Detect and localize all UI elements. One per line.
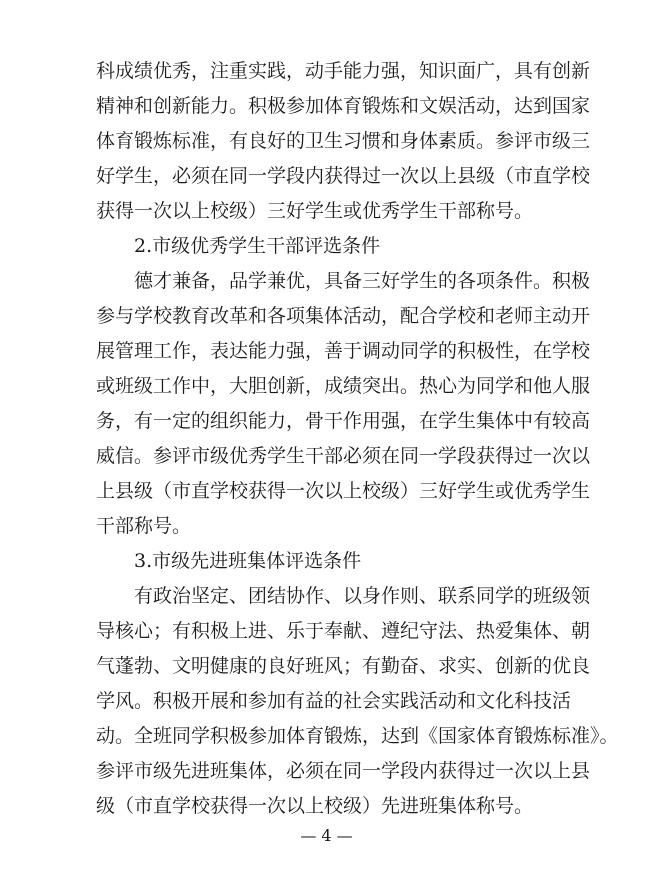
paragraph-line: 上县级（市直学校获得一次以上校级）三好学生或优秀学生: [96, 480, 591, 502]
paragraph-line: 或班级工作中，大胆创新，成绩突出。热心为同学和他人服: [96, 375, 591, 397]
paragraph-line: 有政治坚定、团结协作、以身作则、联系同学的班级领: [134, 585, 591, 607]
paragraph-line: 精神和创新能力。积极参加体育锻炼和文娱活动，达到国家: [96, 95, 591, 117]
page-number: — 4 —: [300, 826, 353, 845]
paragraph-line: 级（市直学校获得一次以上校级）先进班集体称号。: [96, 795, 534, 817]
section-heading: 3.市级先进班集体评选条件: [134, 550, 362, 572]
paragraph-line: 展管理工作，表达能力强，善于调动同学的积极性，在学校: [96, 340, 591, 362]
paragraph-line: 导核心；有积极上进、乐于奉献、遵纪守法、热爱集体、朝: [96, 620, 591, 642]
section-heading: 2.市级优秀学生干部评选条件: [134, 235, 381, 257]
paragraph-line: 好学生，必须在同一学段内获得过一次以上县级（市直学校: [96, 165, 591, 187]
paragraph-line: 德才兼备，品学兼优，具备三好学生的各项条件。积极: [134, 270, 591, 292]
paragraph-line: 参与学校教育改革和各项集体活动，配合学校和老师主动开: [96, 305, 591, 327]
paragraph-line: 务，有一定的组织能力，骨干作用强，在学生集体中有较高: [96, 410, 591, 432]
paragraph-line: 干部称号。: [96, 515, 192, 537]
paragraph-line: 参评市级先进班集体，必须在同一学段内获得过一次以上县: [96, 760, 591, 782]
paragraph-line: 体育锻炼标准，有良好的卫生习惯和身体素质。参评市级三: [96, 130, 591, 152]
paragraph-line: 学风。积极开展和参加有益的社会实践活动和文化科技活: [96, 690, 572, 712]
paragraph-line: 动。全班同学积极参加体育锻炼，达到《国家体育锻炼标准》。: [96, 725, 619, 747]
paragraph-line: 威信。参评市级优秀学生干部必须在同一学段获得过一次以: [96, 445, 591, 467]
paragraph-line: 气蓬勃、文明健康的良好班风；有勤奋、求实、创新的优良: [96, 655, 591, 677]
paragraph-line: 科成绩优秀，注重实践，动手能力强，知识面广，具有创新: [96, 60, 591, 82]
paragraph-line: 获得一次以上校级）三好学生或优秀学生干部称号。: [96, 200, 534, 222]
